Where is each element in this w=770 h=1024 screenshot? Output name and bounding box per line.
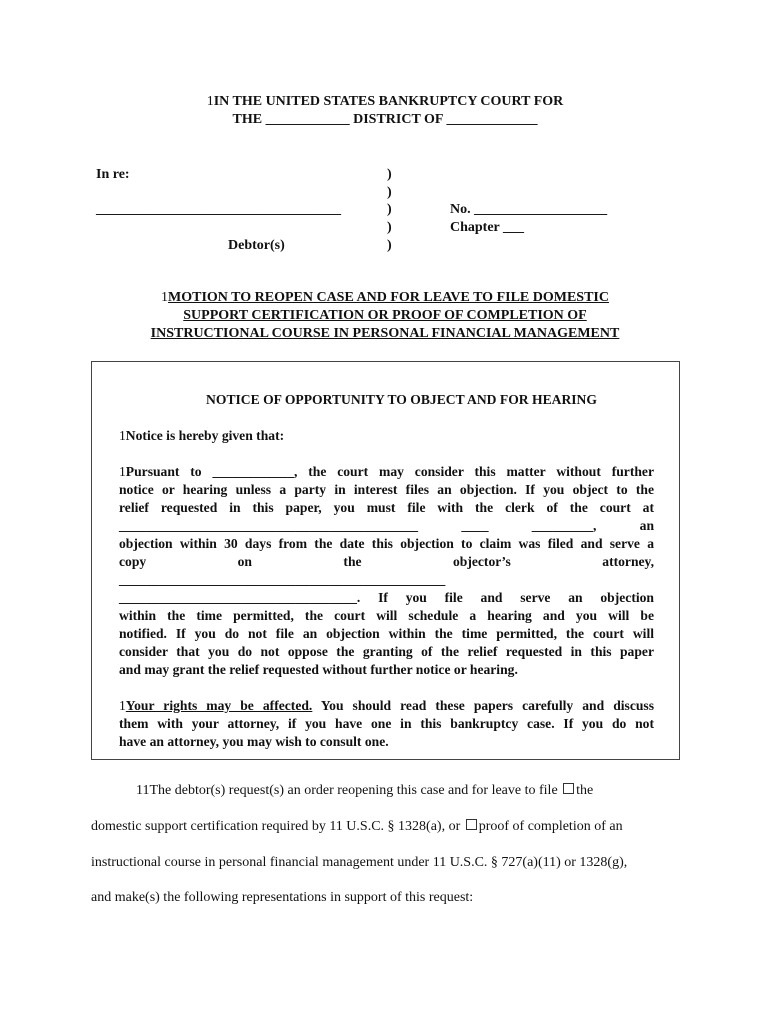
- debtor-label: Debtor(s): [228, 238, 285, 253]
- notice-para-line: notified. If you do not file an objection within the time permitted, the court will: [119, 626, 654, 641]
- notice-para-line: ____________________________________________ ____ _________, an: [119, 518, 654, 533]
- notice-content: [119, 389, 654, 749]
- footnote-marker: 1: [119, 428, 126, 443]
- footnote-marker: 11: [136, 783, 150, 798]
- court-title-line-1: 1IN THE UNITED STATES BANKRUPTCY COURT FOR: [206, 94, 564, 109]
- case-number-label: No. ___________________: [450, 202, 608, 217]
- rights-warning: Your rights may be affected.: [125, 698, 313, 713]
- body-line-2: domestic support certification required by 11 U.S.C. § 1328(a), or proof of completion of an: [91, 819, 623, 834]
- footnote-marker: 1: [119, 698, 126, 713]
- notice-para-line: consider that you do not oppose the granting of the relief requested in this paper: [119, 644, 654, 659]
- body-line-1: 11The debtor(s) request(s) an order reopening this case and for leave to file the: [136, 783, 594, 798]
- footnote-marker: 1: [161, 290, 169, 305]
- caption-paren: ): [387, 167, 392, 182]
- notice-para-line: ________________________________________________: [119, 572, 446, 587]
- body-line-3: instructional course in personal financial management under 11 U.S.C. § 727(a)(11) or 1328(g),: [91, 855, 628, 870]
- notice-given: 1Notice is hereby given that:: [119, 428, 285, 443]
- motion-title-line-1: 1MOTION TO REOPEN CASE AND FOR LEAVE TO FILE DOMESTIC: [161, 290, 609, 305]
- rights-line: have an attorney, you may wish to consult one.: [119, 734, 389, 749]
- body-line-4: and make(s) the following representations in support of this request:: [91, 890, 474, 905]
- debtor-name-blank: ___________________________________: [96, 202, 341, 217]
- in-re-label: In re:: [96, 167, 130, 182]
- notice-para-line: 1Pursuant to ____________, the court may consider this matter without further: [119, 464, 654, 479]
- caption-paren: ): [387, 238, 392, 253]
- rights-line: them with your attorney, if you have one in this bankruptcy case. If you do not: [119, 716, 654, 731]
- motion-title-line-3: INSTRUCTIONAL COURSE IN PERSONAL FINANCIAL MANAGEMENT: [150, 326, 620, 341]
- caption-paren: ): [387, 220, 392, 235]
- notice-para-line: within the time permitted, the court will schedule a hearing and you will be: [119, 608, 654, 623]
- notice-para-line: notice or hearing unless a party in interest files an objection. If you object to the: [119, 482, 654, 497]
- domestic-support-checkbox[interactable]: [563, 783, 574, 794]
- caption-paren: ): [387, 202, 392, 217]
- notice-box: [91, 361, 680, 760]
- notice-para-line: copy on the objector’s attorney,: [119, 554, 654, 569]
- notice-para-line: objection within 30 days from the date this objection to claim was filed and serve a: [119, 536, 654, 551]
- course-completion-checkbox[interactable]: [466, 819, 477, 830]
- chapter-label: Chapter ___: [450, 220, 525, 235]
- notice-para-line: and may grant the relief requested without further notice or hearing.: [119, 662, 518, 677]
- caption-paren: ): [387, 185, 392, 200]
- footnote-marker: 1: [206, 94, 214, 109]
- notice-heading: NOTICE OF OPPORTUNITY TO OBJECT AND FOR HEARING: [206, 392, 597, 407]
- notice-para-line: ___________________________________. If you file and serve an objection: [119, 590, 654, 605]
- rights-line: 1Your rights may be affected. You should read these papers carefully and discuss: [119, 698, 654, 713]
- notice-para-line: relief requested in this paper, you must file with the clerk of the court at: [119, 500, 654, 515]
- footnote-marker: 1: [119, 464, 126, 479]
- court-title-line-2: THE ____________ DISTRICT OF _____________: [232, 112, 538, 127]
- motion-title-line-2: SUPPORT CERTIFICATION OR PROOF OF COMPLETION OF: [183, 308, 587, 323]
